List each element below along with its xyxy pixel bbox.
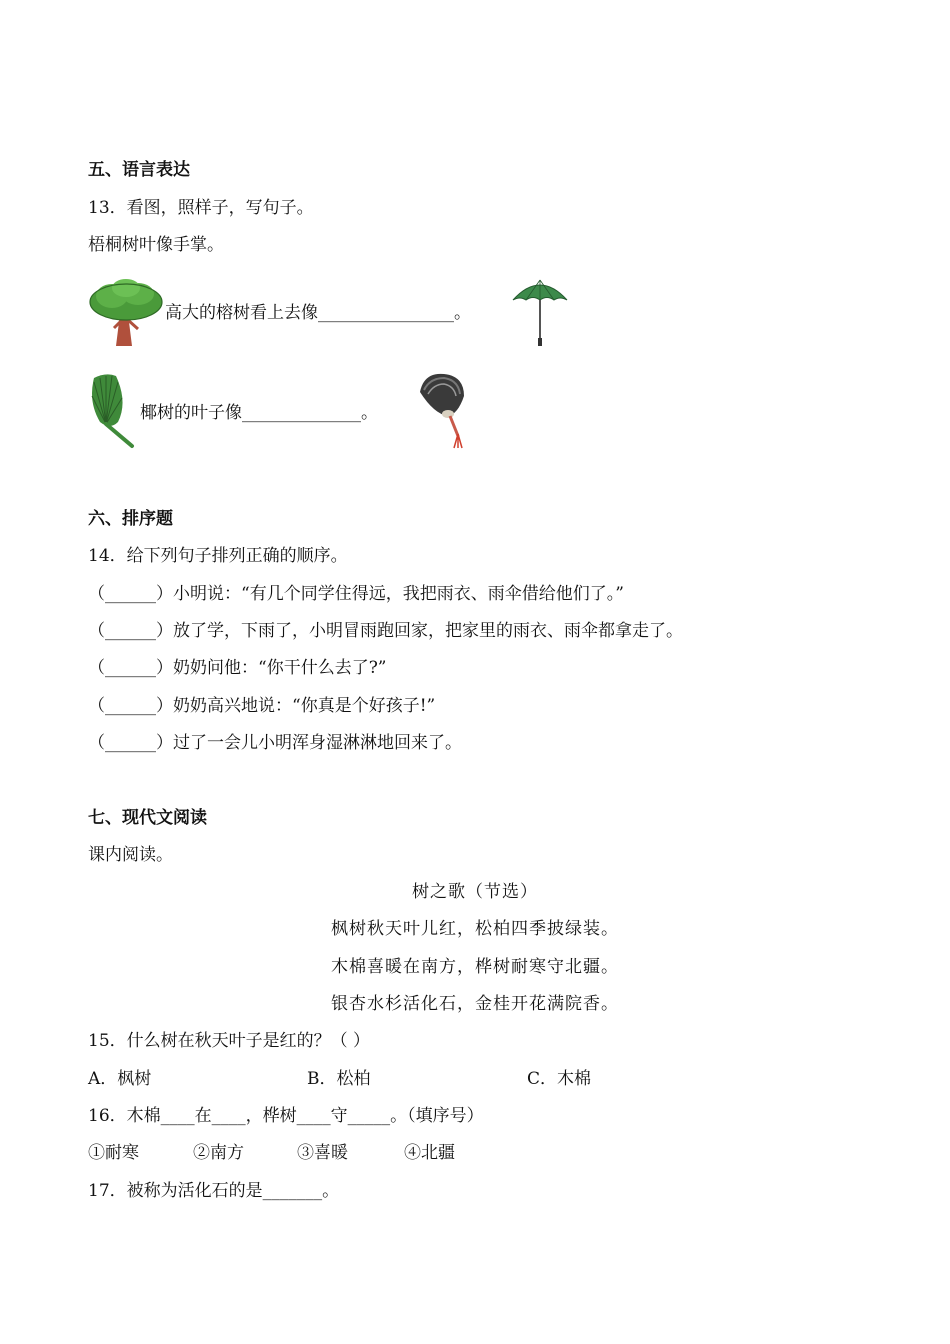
poem-line: 枫树秋天叶儿红，松柏四季披绿装。 <box>331 919 619 939</box>
order-item: （______）放了学，下雨了，小明冒雨跑回家，把家里的雨衣、雨伞都拿走了。 <box>88 621 683 641</box>
option-b: B．松柏 <box>307 1069 371 1089</box>
umbrella-image <box>511 276 569 350</box>
choice-1: ①耐寒 <box>88 1143 139 1163</box>
question-15: 15．什么树在秋天叶子是红的？（ ） <box>88 1031 371 1051</box>
question-14: 14．给下列句子排列正确的顺序。 <box>88 546 348 566</box>
choice-2: ②南方 <box>193 1143 244 1163</box>
sentence-coconut: 椰树的叶子像______________。 <box>140 403 378 423</box>
choice-3: ③喜暖 <box>297 1143 348 1163</box>
poem-title: 树之歌（节选） <box>412 882 538 902</box>
question-16-options <box>88 1141 455 1165</box>
option-a: A．枫树 <box>88 1069 152 1089</box>
banyan-tree-image <box>86 276 166 350</box>
poem-line: 木棉喜暖在南方，桦树耐寒守北疆。 <box>331 957 619 977</box>
order-item: （______）奶奶高兴地说：“你真是个好孩子!” <box>88 696 436 716</box>
poem-line: 银杏水杉活化石，金桂开花满院香。 <box>331 994 619 1014</box>
feather-fan-image <box>414 370 478 450</box>
option-c: C．木棉 <box>527 1069 592 1089</box>
coconut-leaf-image <box>86 372 140 450</box>
section-heading-7: 七、现代文阅读 <box>88 808 207 828</box>
order-item: （______）过了一会儿小明浑身湿淋淋地回来了。 <box>88 733 462 753</box>
section-heading-6: 六、排序题 <box>88 509 173 529</box>
question-16: 16．木棉____在____，桦树____守_____。（填序号） <box>88 1106 484 1126</box>
question-17: 17．被称为活化石的是_______。 <box>88 1181 340 1201</box>
order-item: （______）奶奶问他：“你干什么去了?” <box>88 658 387 678</box>
example-sentence: 梧桐树叶像手掌。 <box>88 235 224 255</box>
question-13: 13．看图，照样子，写句子。 <box>88 198 314 218</box>
order-item: （______）小明说：“有几个同学住得远，我把雨衣、雨伞借给他们了。” <box>88 584 624 604</box>
sentence-banyan: 高大的榕树看上去像________________。 <box>165 303 471 323</box>
reading-intro: 课内阅读。 <box>88 845 173 865</box>
question-15-options <box>88 1067 591 1091</box>
choice-4: ④北疆 <box>404 1143 455 1163</box>
section-heading-5: 五、语言表达 <box>88 160 190 180</box>
